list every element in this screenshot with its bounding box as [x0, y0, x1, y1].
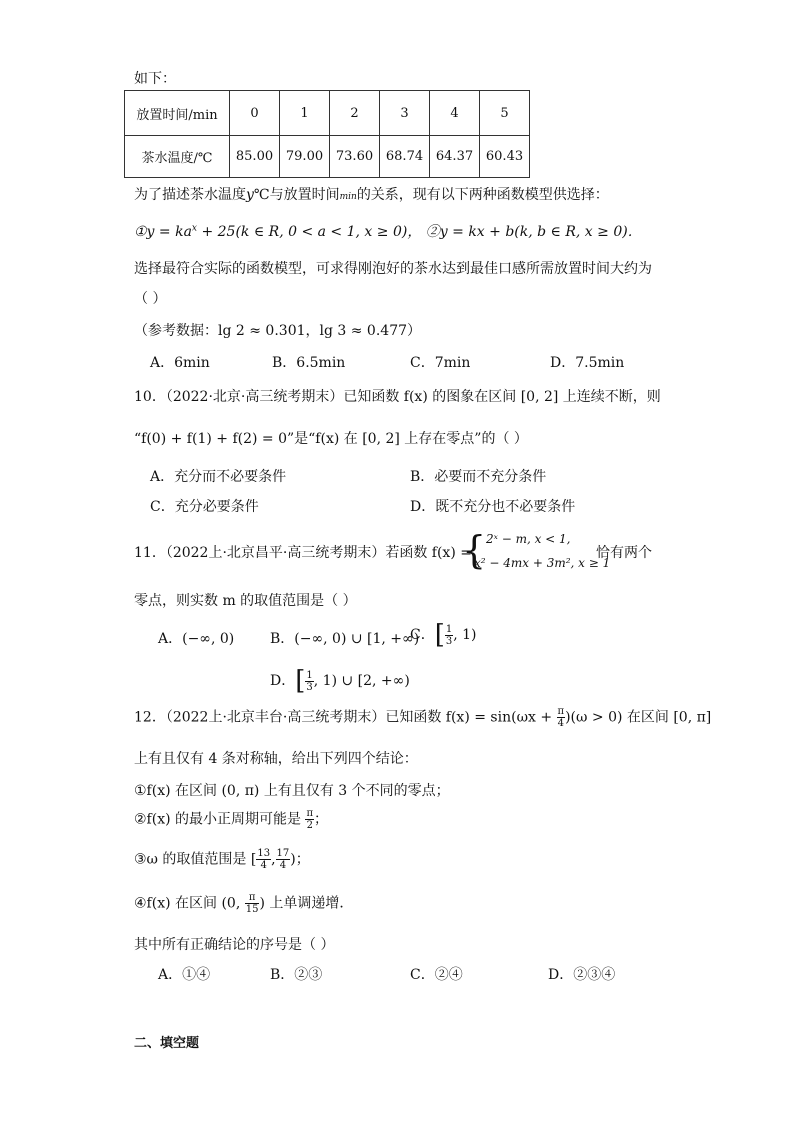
q11-case-1: 2ˣ − m, x < 1,: [486, 532, 571, 546]
q11-option-b[interactable]: B．(−∞, 0) ∪ [1, +∞): [270, 631, 420, 647]
conclusion-text: ②f(x) 的最小正周期可能是: [134, 811, 302, 828]
table-cell: 0: [230, 91, 280, 136]
fraction-denominator: 4: [557, 718, 564, 729]
q12-stem-line-2: 上有且仅有 4 条对称轴，给出下列四个结论：: [134, 751, 418, 767]
q11-stem-prefix: 11．（2022上·北京昌平·高三统考期末）若函数 f(x) =: [134, 545, 472, 561]
table-cell: 79.00: [280, 136, 330, 178]
q11-option-c[interactable]: C．[ $\frac{1}{3}$ , 1): [410, 620, 477, 650]
q12-conclusion-3: ③ω 的取值范围是 [ $\frac{13}{4}$ , $\frac{17}{4}$ )；: [134, 848, 310, 871]
option-label: C．: [410, 627, 435, 643]
q11-piecewise-brace: {: [462, 528, 487, 572]
q12-stem-prefix: 12．（2022上·北京丰台·高三统考期末）已知函数 f(x) = sin(ωx +: [134, 709, 553, 726]
fraction-denominator: 4: [279, 860, 287, 871]
q10-stem-line-2: “f(0) + f(1) + f(2) = 0”是“f(x) 在 [0, 2] 上存在零点”的（ ）: [134, 431, 528, 447]
q9-description: [134, 184, 609, 204]
conclusion-text: ③ω 的取值范围是 [: [134, 851, 257, 868]
option-label: D．: [270, 673, 296, 689]
q12-conclusion-2: [134, 808, 328, 831]
fraction-denominator: 2: [306, 820, 313, 831]
fraction-numerator: π: [245, 892, 260, 904]
q10-option-a[interactable]: A．充分而不必要条件: [150, 469, 287, 485]
q11-stem-line-2: 零点，则实数 m 的取值范围是（ ）: [134, 593, 357, 609]
fraction-numerator: 1: [306, 669, 313, 681]
q10-option-b[interactable]: B．必要而不充分条件: [410, 469, 547, 485]
q12-option-a[interactable]: A．①④: [158, 967, 211, 983]
fraction-numerator: π: [557, 706, 565, 717]
q9-model-1-rest: + 25(k ∈ R, 0 < a < 1, x ≥ 0)，: [201, 224, 422, 240]
conclusion-text: )；: [290, 851, 310, 868]
table-cell: 3: [380, 91, 430, 136]
q9-models: [134, 221, 642, 241]
option-tail: , 1) ∪ [2, +∞): [313, 673, 410, 689]
q9-model-1-exponent: x: [191, 223, 197, 234]
table-cell: 64.37: [430, 136, 480, 178]
temperature-table: [124, 90, 530, 178]
table-cell: 5: [480, 91, 530, 136]
q10-option-c[interactable]: C．充分必要条件: [150, 499, 259, 515]
fraction-numerator: π: [306, 808, 314, 819]
q9-model-2: ②y = kx + b(k, b ∈ R, x ≥ 0)．: [425, 224, 642, 240]
q9-option-b[interactable]: B．6.5min: [272, 355, 346, 371]
table-cell: 4: [430, 91, 480, 136]
q10-stem-line-1: 10．（2022·北京·高三统考期末）已知函数 f(x) 的图象在区间 [0, 2] 上连续不断，则: [134, 389, 661, 405]
q9-reference-data: （参考数据：lg 2 ≈ 0.301，lg 3 ≈ 0.477）: [134, 323, 422, 339]
q11-case-2: x² − 4mx + 3m², x ≥ 1: [474, 556, 611, 570]
q12-conclusion-1: ①f(x) 在区间 (0, π) 上有且仅有 3 个不同的零点；: [134, 783, 450, 799]
table-cell: 2: [330, 91, 380, 136]
q12-question: 其中所有正确结论的序号是（ ）: [134, 937, 335, 953]
q9-option-a[interactable]: A．6min: [150, 355, 210, 371]
q9-var-min: min: [339, 192, 357, 202]
q9-desc-part: ℃与放置时间: [253, 187, 340, 203]
q9-question: 选择最符合实际的函数模型，可求得刚泡好的茶水达到最佳口感所需放置时间大约为: [134, 261, 652, 277]
q9-desc-part: 为了描述茶水温度: [134, 187, 246, 203]
table-cell: 60.43: [480, 136, 530, 178]
q9-var-y: y: [246, 187, 254, 203]
q12-option-c[interactable]: C．②④: [410, 967, 463, 983]
fraction-denominator: 3: [445, 635, 453, 647]
q9-desc-part: 的关系，现有以下两种函数模型供选择：: [356, 187, 609, 203]
q11-stem-suffix: 恰有两个: [596, 545, 652, 561]
q9-option-d[interactable]: D．7.5min: [550, 355, 625, 371]
q10-option-d[interactable]: D．既不充分也不必要条件: [410, 499, 576, 515]
q12-stem-line-1: [134, 706, 711, 729]
fraction-denominator: 3: [306, 681, 313, 693]
table-cell: 1: [280, 91, 330, 136]
fraction-numerator: 17: [276, 848, 290, 859]
q12-option-b[interactable]: B．②③: [270, 967, 323, 983]
q12-conclusion-4: [134, 892, 353, 915]
q12-option-d[interactable]: D．②③④: [548, 967, 616, 983]
conclusion-text: ④f(x) 在区间 (0,: [134, 895, 241, 912]
table-row: [125, 91, 530, 136]
fraction-denominator: 4: [260, 860, 267, 871]
table-cell: 85.00: [230, 136, 280, 178]
option-tail: , 1): [453, 627, 477, 643]
section-heading-fill-in: 二、填空题: [134, 1036, 200, 1051]
q11-option-a[interactable]: A．(−∞, 0): [158, 631, 235, 647]
fraction-denominator: 15: [245, 904, 259, 915]
fraction-numerator: 13: [257, 848, 271, 859]
q9-option-c[interactable]: C．7min: [410, 355, 471, 371]
q9-model-1: ①y = ka: [134, 224, 192, 240]
q11-option-d[interactable]: D．[ $\frac{1}{3}$ , 1) ∪ [2, +∞): [270, 666, 410, 696]
table-header-cell: 放置时间/min: [125, 91, 230, 136]
fraction-numerator: 1: [445, 623, 453, 635]
table-row: [125, 136, 530, 178]
q9-answer-paren: （ ）: [134, 291, 167, 307]
table-header-cell: 茶水温度/℃: [125, 136, 230, 178]
table-cell: 68.74: [380, 136, 430, 178]
q12-stem-suffix: )(ω > 0) 在区间 [0, π]: [565, 709, 712, 726]
intro-text: 如下：: [134, 71, 176, 87]
table-cell: 73.60: [330, 136, 380, 178]
conclusion-text: ；: [314, 811, 329, 828]
conclusion-text: ) 上单调递增．: [259, 895, 354, 912]
